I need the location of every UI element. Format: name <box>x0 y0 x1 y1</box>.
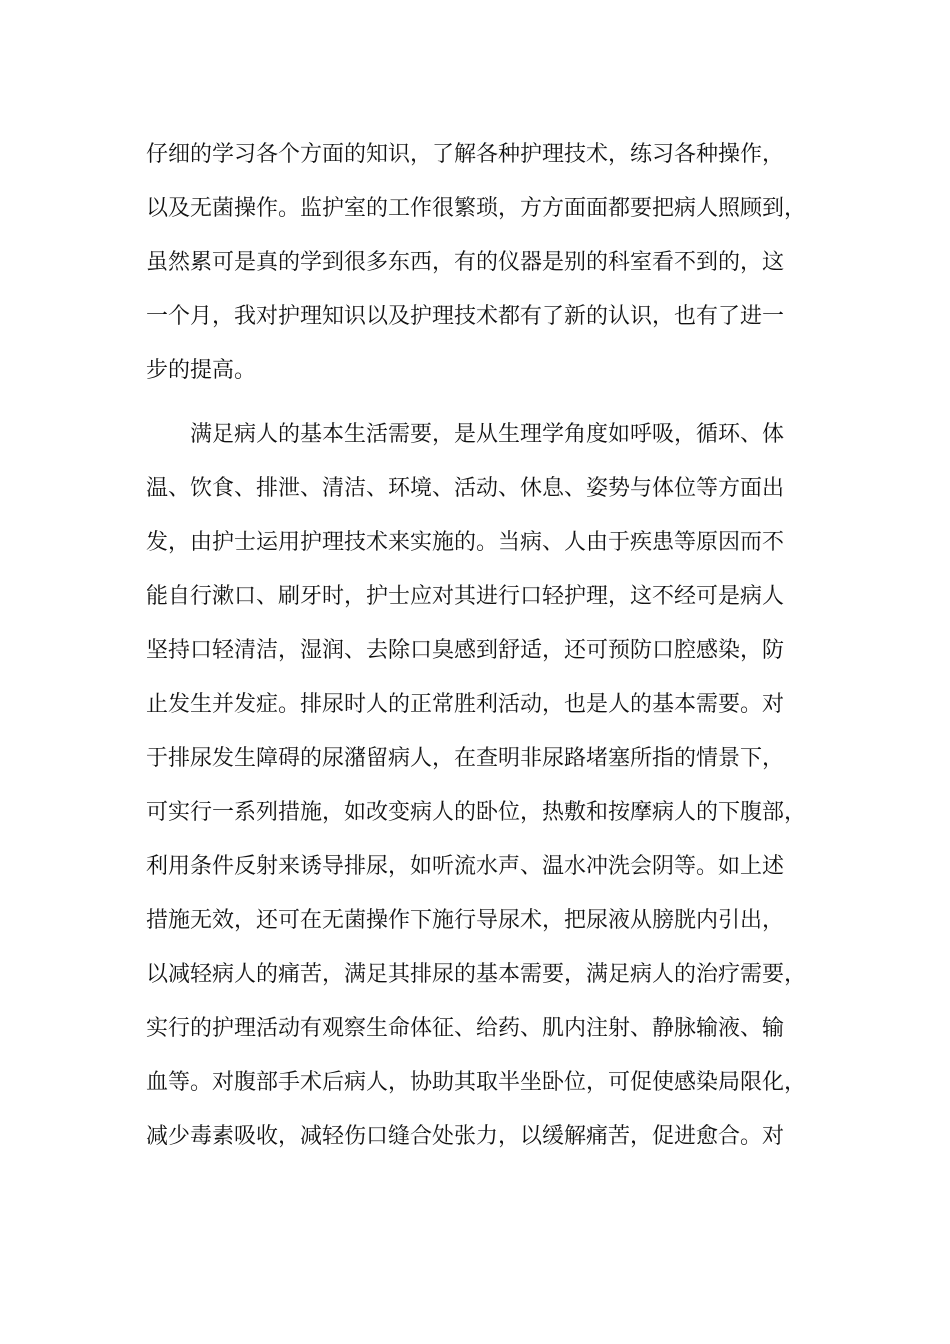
text-line: 发，由护士运用护理技术来实施的。当病、人由于疾患等原因而不 <box>146 530 785 555</box>
text-line: 减少毒素吸收，减轻伤口缝合处张力，以缓解痛苦，促进愈合。对 <box>146 1124 785 1149</box>
text-line: 坚持口轻清洁，湿润、去除口臭感到舒适，还可预防口腔感染，防 <box>146 638 785 663</box>
text-line: 一个月，我对护理知识以及护理技术都有了新的认识，也有了进一 <box>146 304 785 329</box>
text-line: 仔细的学习各个方面的知识，了解各种护理技术，练习各种操作， <box>146 142 785 167</box>
paragraph-spacer <box>146 398 826 408</box>
text-line: 实行的护理活动有观察生命体征、给药、肌内注射、静脉输液、输 <box>146 1016 785 1041</box>
paragraph-2 <box>146 408 826 1164</box>
text-line: 可实行一系列措施，如改变病人的卧位，热敷和按摩病人的下腹部， <box>146 800 807 825</box>
text-line: 措施无效，还可在无菌操作下施行导尿术，把尿液从膀胱内引出， <box>146 908 785 933</box>
text-line: 温、饮食、排泄、清洁、环境、活动、休息、姿势与体位等方面出 <box>146 476 785 501</box>
text-line: 血等。对腹部手术后病人，协助其取半坐卧位，可促使感染局限化， <box>146 1070 807 1095</box>
text-line: 于排尿发生障碍的尿潴留病人，在查明非尿路堵塞所指的情景下， <box>146 746 785 771</box>
text-line: 虽然累可是真的学到很多东西，有的仪器是别的科室看不到的，这 <box>146 250 785 275</box>
body-text <box>146 128 826 1164</box>
paragraph-1 <box>146 128 826 398</box>
text-line: 利用条件反射来诱导排尿，如听流水声、温水冲洗会阴等。如上述 <box>146 854 785 879</box>
text-line-indented: 满足病人的基本生活需要，是从生理学角度如呼吸，循环、体 <box>190 422 785 447</box>
text-line: 以减轻病人的痛苦，满足其排尿的基本需要，满足病人的治疗需要， <box>146 962 807 987</box>
text-line: 止发生并发症。排尿时人的正常胜利活动，也是人的基本需要。对 <box>146 692 785 717</box>
text-line: 能自行漱口、刷牙时，护士应对其进行口轻护理，这不经可是病人 <box>146 584 785 609</box>
text-line: 以及无菌操作。监护室的工作很繁琐，方方面面都要把病人照顾到， <box>146 196 807 221</box>
text-line: 步的提高。 <box>146 358 257 383</box>
